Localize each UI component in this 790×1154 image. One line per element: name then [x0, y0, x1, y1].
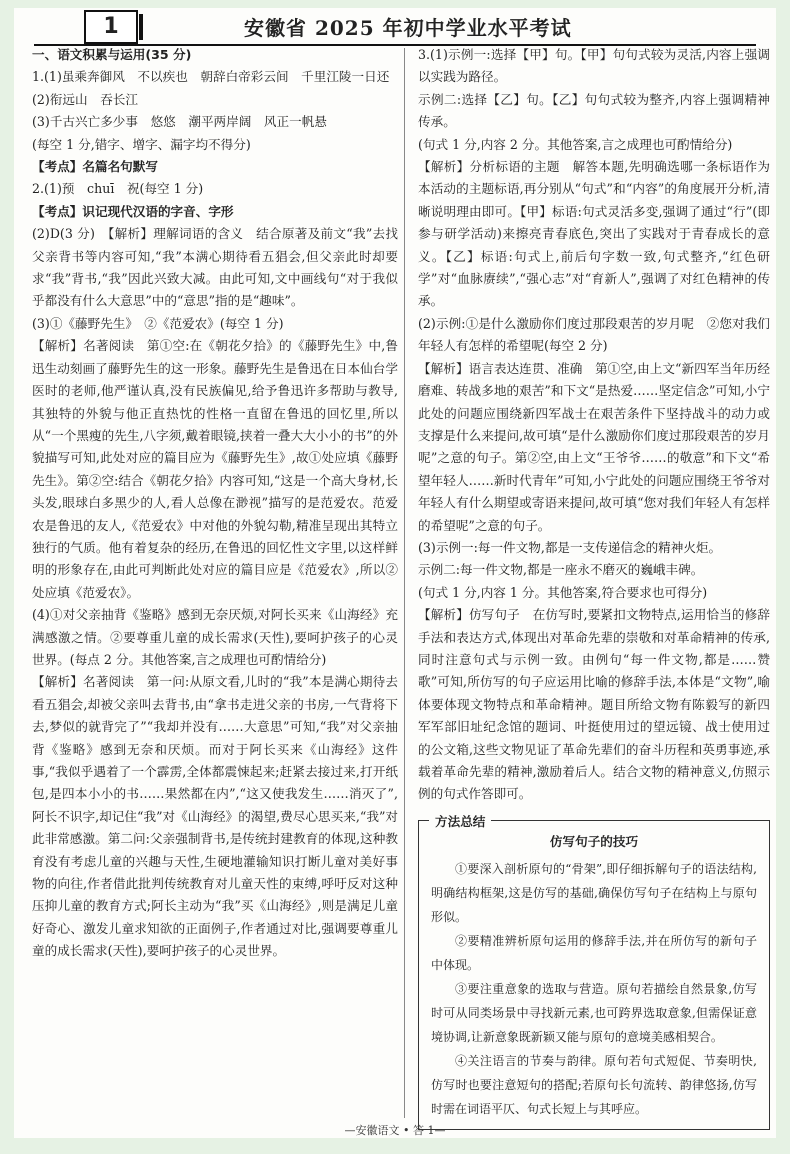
page-number-box: 1 [84, 10, 138, 44]
column-divider [404, 48, 405, 1118]
page-footer: —安徽语文 • 答 1— [344, 1124, 446, 1137]
right-paragraph: 【解析】语言表达连贯、准确 第①空,由上文“新四军当年历经磨难、转战多地的艰苦”和下文“是热爱……坚定信念”可知,小宁此处的问题应围绕新四军战士在艰苦条件下坚持战斗的动力或支撑是什么来提问,故可填“是什么激励你们度过那段艰苦的岁月呢”之意的句子。第②空,由上文“王爷爷……的敬意”和下文“希望年轻人……新时代青年”可知,小宁此处的问题应围绕王爷爷对年轻人有什么期望或寄语来提问,故可填“您对我们年轻人有怎样的希望呢”之意的句子。 [418, 360, 770, 533]
method-item: ④关注语言的节奏与韵律。原句若句式短促、节奏明快,仿写时也要注意短句的搭配;若原句长句流转、韵律悠扬,仿写时需在词语平仄、句式长短上与其呼应。 [431, 1054, 757, 1117]
right-paragraph: 3.(1)示例一:选择【甲】句。【甲】句句式较为灵活,内容上强调以实践为路径。 [418, 47, 770, 85]
left-paragraph: 【解析】名著阅读 第①空:在《朝花夕拾》的《藤野先生》中,鲁迅生动刻画了藤野先生的这一形象。藤野先生是鲁迅在日本仙台学医时的老师,他严谨认真,没有民族偏见,给予鲁迅许多帮助与教导,其独特的外貌与他正直热忱的性格一直留在鲁迅的回忆里,所以从“一个黑瘦的先生,八字须,戴着眼镜,挟着一叠大大小小的书”的外貌描写可知,此处对应的篇目应为《藤野先生》,故①处应填《藤野先生》。第②空:结合《朝花夕拾》内容可知,“这是一个高大身材,长头发,眼球白多黑少的人,看人总像在渺视”描写的是范爱农。范爱农是鲁迅的友人,《范爱农》中对他的外貌勾勒,精准呈现出其特立独行的气质。他有着复杂的经历,在鲁迅的回忆性文字里,以这样鲜明的形象存在,由此可判断此处对应的篇目应是《范爱农》,所以②处应填《范爱农》。 [32, 338, 398, 600]
method-item: ③要注重意象的选取与营造。原句若描绘自然景象,仿写时可从同类场景中寻找新元素,也可跨界选取意象,但需保证意境协调,让新意象既新颖又能与原句的意境美感相契合。 [431, 982, 757, 1045]
left-column [32, 44, 398, 963]
left-paragraph: 一、语文积累与运用(35 分) [32, 47, 192, 62]
right-paragraph: (3)示例一:每一件文物,都是一支传递信念的精神火炬。 [418, 539, 722, 555]
page-title: 安徽省 2025 年初中学业水平考试 [244, 16, 572, 40]
left-paragraph: 【考点】识记现代汉语的字音、字形 [32, 203, 234, 219]
page-header [14, 10, 776, 44]
right-paragraph: (2)示例:①是什么激励你们度过那段艰苦的岁月呢 ②您对我们年轻人有怎样的希望呢(每空 2 分) [418, 315, 770, 354]
method-item: ①要深入剖析原句的“骨架”,即仔细拆解句子的语法结构,明确结构框架,这是仿写的基础,确保仿写句子在结构上与原句形似。 [431, 862, 757, 925]
left-paragraph: (2)D(3 分) 【解析】理解词语的含义 结合原著及前文“我”去找父亲背书等内容可知,“我”本满心期待看五猖会,但父亲此时却要求“我”背书,“我”因此兴致大减。由此可知,文中画线句“对于我似乎都没有什么大意思”中的“意思”指的是“趣味”。 [32, 226, 398, 309]
method-item: ②要精准辨析原句运用的修辞手法,并在所仿写的新句子中体现。 [431, 934, 757, 973]
method-summary-box [418, 813, 770, 1130]
right-column [418, 44, 770, 1130]
right-paragraph: 【解析】仿写句子 在仿写时,要紧扣文物特点,运用恰当的修辞手法和表达方式,体现出对革命先辈的崇敬和对革命精神的传承,同时注意句式与示例一致。由例句“每一件文物,都是……赞歌”可知,所仿写的句子应运用比喻的修辞手法,本体是“文物”,喻体要体现文物特点和革命精神。题目所给文物有陈毅写的新四军军部旧址纪念馆的题词、叶挺使用过的望远镜、战士使用过的公文箱,这些文物见证了革命先辈们的奋斗历程和英勇事迹,承载着革命先辈的精神,激励着后人。结合文物的精神意义,仿照示例的句式作答即可。 [418, 607, 770, 802]
left-paragraph: (2)衔远山 吞长江 [32, 91, 138, 107]
right-paragraph: 示例二:选择【乙】句。【乙】句句式较为整齐,内容上强调精神传承。 [418, 91, 770, 130]
method-summary-label: 方法总结 [429, 811, 491, 833]
right-paragraph: 【解析】分析标语的主题 解答本题,先明确选哪一条标语作为本活动的主题标语,再分别从“句式”和“内容”的角度展开分析,清晰说明理由即可。【甲】标语:句式灵活多变,强调了通过“行”(即参与研学活动)来擦亮青春底色,突出了实践对于青春成长的意义。【乙】标语:句式上,前后句字数一致,句式整齐,“红色研学”对“血脉赓续”,“强心志”对“育新人”,强调了对红色精神的传承。 [418, 159, 770, 309]
method-summary-title: 仿写句子的技巧 [549, 833, 639, 849]
right-paragraph: 示例二:每一件文物,都是一座永不磨灭的巍峨丰碑。 [418, 562, 704, 578]
left-paragraph: (每空 1 分,错字、增字、漏字均不得分) [32, 136, 251, 152]
left-paragraph: 2.(1)预 chuī 祝(每空 1 分) [32, 181, 204, 197]
left-paragraph: 1.(1)虽乘奔御风 不以疾也 朝辞白帝彩云间 千里江陵一日还 [32, 69, 390, 85]
left-paragraph: (4)①对父亲抽背《鉴略》感到无奈厌烦,对阿长买来《山海经》充满感激之情。②要尊重儿童的成长需求(天性),要呵护孩子的心灵世界。(每点 2 分。其他答案,言之成理也可酌情给分) [32, 607, 398, 667]
right-paragraph: (句式 1 分,内容 2 分。其他答案,言之成理也可酌情给分) [418, 136, 733, 152]
left-paragraph: 【考点】名篇名句默写 [32, 159, 158, 175]
left-paragraph: (3)①《藤野先生》 ②《范爱农》(每空 1 分) [32, 315, 284, 331]
left-paragraph: 【解析】名著阅读 第一问:从原文看,儿时的“我”本是满心期待去看五猖会,却被父亲叫去背书,由“拿书走进父亲的书房,一气背将下去,梦似的就背完了”“我却并没有……大意思”可知,“我”对父亲抽背《鉴略》感到无奈和厌烦。而对于阿长买来《山海经》这件事,“我似乎遇着了一个霹雳,全体都震悚起来;赶紧去接过来,打开纸包,是四本小小的书……果然都在内”,“这又使我发生……消灭了”,阿长不识字,却记住“我”对《山海经》的渴望,费尽心思买来,“我”对此非常感激。第二问:父亲强制背书,是传统封建教育的体现,这种教育没有考虑儿童的兴趣与天性,生硬地灌输知识打断儿童对美好事物的向往,作者借此批判传统教育对儿童天性的束缚,呼吁反对这种压抑儿童的教育方式;阿长主动为“我”买《山海经》,则是满足儿童好奇心、激发儿童求知欲的正面例子,作者通过对比,强调要尊重儿童的成长需求(天性),要呵护孩子的心灵世界。 [32, 674, 398, 959]
header-bar [139, 14, 143, 40]
left-paragraph: (3)千古兴亡多少事 悠悠 潮平两岸阔 风正一帆悬 [32, 114, 327, 130]
right-paragraph: (句式 1 分,内容 1 分。其他答案,符合要求也可得分) [418, 584, 708, 600]
right-column-text [418, 44, 770, 806]
